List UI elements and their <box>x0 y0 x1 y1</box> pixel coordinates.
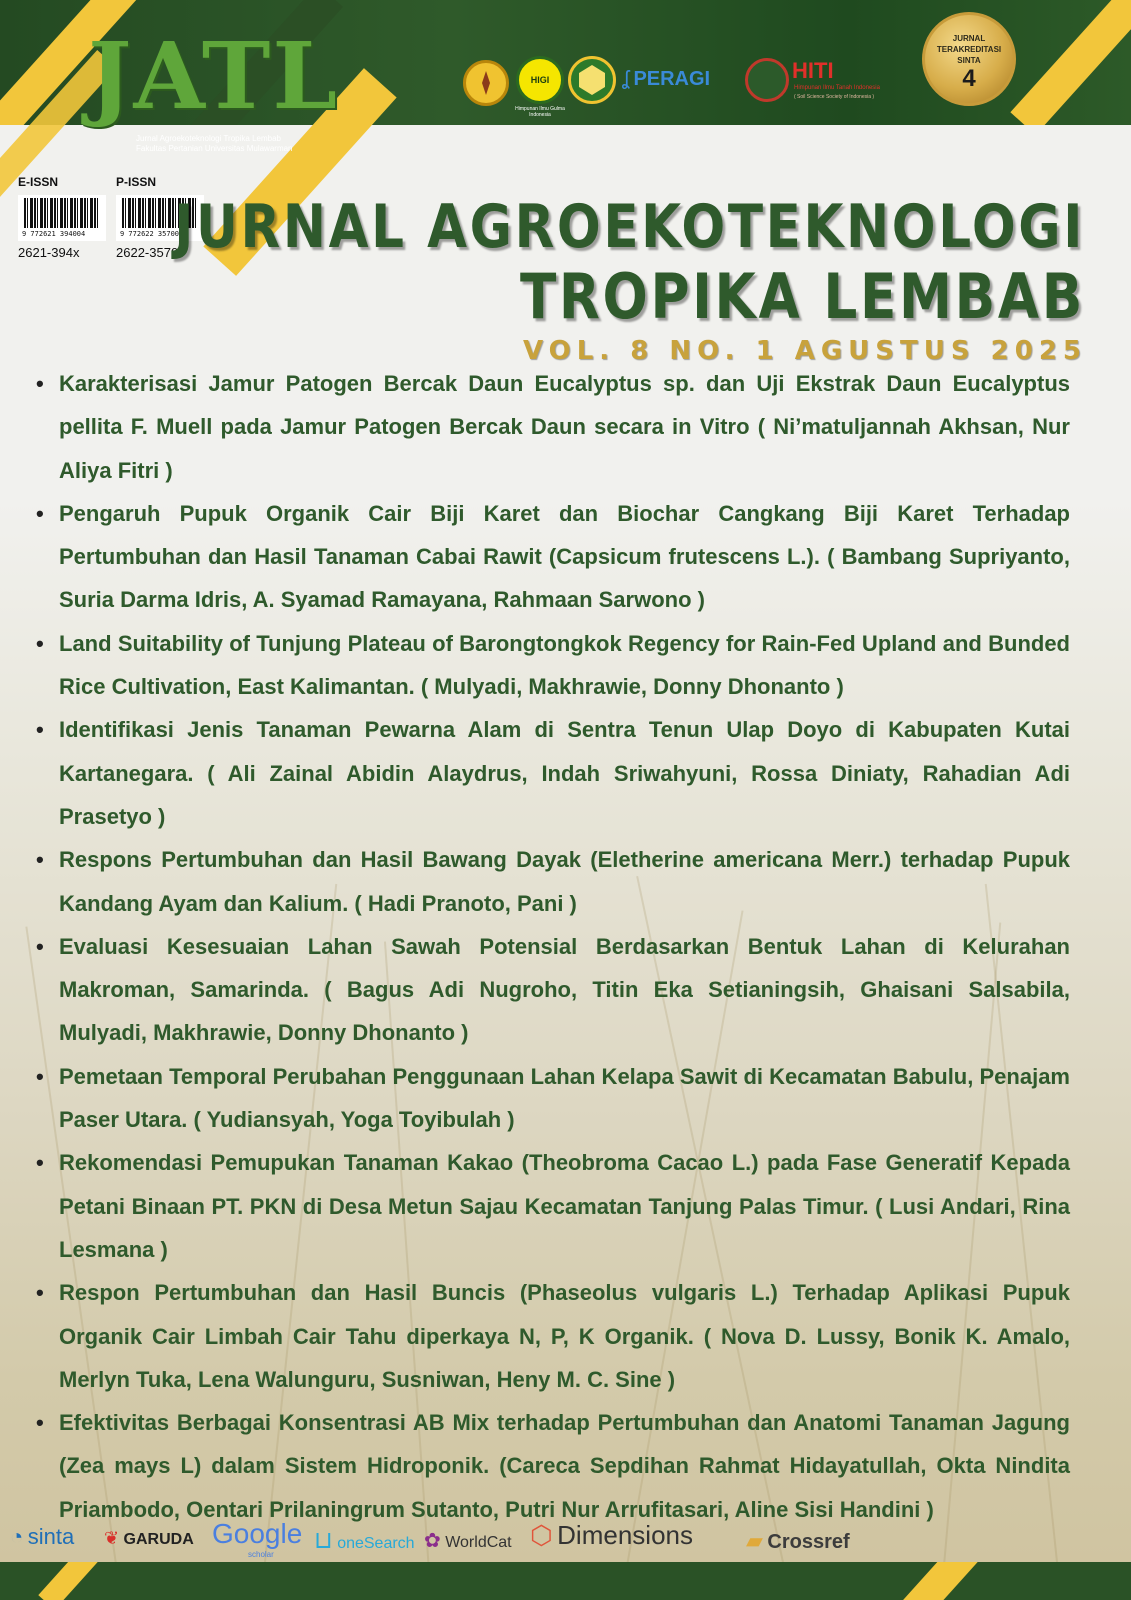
badge-line-3: SINTA <box>957 56 981 65</box>
badge-rank: 4 <box>962 65 976 92</box>
list-item: • Efektivitas Berbagai Konsentrasi AB Mix terhadap Pertumbuhan dan Anatomi Tanaman Jagung (Zea mays L) dalam Sistem Hidroponik. (Careca Sepdihan Rahmat Hidayatullah, Okta Nindita Priambodo, Oentari Prilaningrum Sutanto, Putri Nur Arrufitasari, Aline Sisi Handini ) <box>36 1401 1070 1531</box>
dimensions-label: Dimensions <box>557 1520 693 1550</box>
indexing-footer <box>0 1510 1131 1600</box>
badge-line-2: TERAKREDITASI <box>936 45 1002 54</box>
logo-subtitle: Jurnal Agroekoteknologi Tropika Lembab <box>136 134 281 143</box>
sinta-icon: ◔ <box>10 1524 24 1549</box>
list-item: • Rekomendasi Pemupukan Tanaman Kakao (Theobroma Cacao L.) pada Fase Generatif Kepada Petani Binaan PT. PKN di Desa Metun Sajau Kecamatan Tanjung Palas Timur. ( Lusi Andari, Rina Lesmana ) <box>36 1141 1070 1271</box>
garuda-icon: ❦ <box>104 1528 120 1548</box>
hiti-caption: Himpunan Ilmu Tanah Indonesia <box>794 85 880 91</box>
badge-line-1: JURNAL <box>952 34 986 43</box>
dimensions-icon: ⬡ <box>530 1520 553 1550</box>
hiti-globe-icon <box>745 58 789 102</box>
list-item: • Respons Pertumbuhan dan Hasil Bawang Dayak (Eletherine americana Merr.) terhadap Pupuk Kandang Ayam dan Kalium. ( Hadi Pranoto, Pani ) <box>36 838 1070 925</box>
onesearch-logo <box>314 1526 415 1555</box>
hiti-caption-2: ( Soil Science Society of Indonesia ) <box>794 94 875 100</box>
google-scholar-sub: scholar <box>248 1550 274 1559</box>
garuda-logo <box>104 1528 194 1549</box>
google-scholar-logo <box>212 1518 302 1559</box>
onesearch-icon: ⊔ <box>314 1527 333 1554</box>
list-item: • Evaluasi Kesesuaian Lahan Sawah Potensial Berdasarkan Bentuk Lahan di Kelurahan Makroman, Samarinda. ( Bagus Adi Nugroho, Titin Eka Setianingsih, Ghaisani Salsabila, Mulyadi, Makhrawie, Donny Dhonanto ) <box>36 925 1070 1055</box>
peragi-logo <box>622 68 710 91</box>
ministry-seal-icon <box>463 60 509 106</box>
garuda-label: GARUDA <box>123 1531 194 1548</box>
e-issn-block <box>18 175 108 260</box>
e-issn-barcode <box>18 195 106 241</box>
barcode-bars <box>24 198 100 228</box>
google-label: Google <box>212 1518 303 1549</box>
peragi-icon: ʆ <box>622 68 629 90</box>
e-issn-barcode-digits: 9 772621 394004 <box>22 230 86 238</box>
worldcat-logo <box>424 1528 512 1553</box>
higi-logo-icon <box>516 56 564 104</box>
logo-wordmark: JATL <box>88 22 340 130</box>
sinta-logo <box>10 1524 74 1550</box>
sinta-accreditation-badge <box>922 12 1016 106</box>
p-issn-label: P-ISSN <box>116 175 157 189</box>
journal-title-line-1: JURNAL AGROEKOTEKNOLOGI <box>174 192 1085 262</box>
e-issn-label: E-ISSN <box>18 175 59 189</box>
list-item: • Pemetaan Temporal Perubahan Penggunaan Lahan Kelapa Sawit di Kecamatan Babulu, Penajam Paser Utara. ( Yudiansyah, Yoga Toyibulah ) <box>36 1055 1070 1142</box>
list-item: • Identifikasi Jenis Tanaman Pewarna Alam di Sentra Tenun Ulap Doyo di Kabupaten Kutai Kartanegara. ( Ali Zainal Abidin Alaydrus, Indah Sriwahyuni, Rossa Diniaty, Rahadian Adi Prasetyo ) <box>36 708 1070 838</box>
logo-institution: Fakultas Pertanian Universitas Mulawarman <box>136 144 293 153</box>
journal-logo <box>88 22 340 161</box>
higi-label: HIGI <box>530 75 550 85</box>
volume-issue: VOL. 8 NO. 1 AGUSTUS 2025 <box>522 336 1087 366</box>
hiti-label: HITI <box>792 58 834 83</box>
e-issn-number: 2621-394x <box>18 245 80 260</box>
worldcat-icon: ✿ <box>424 1530 441 1552</box>
article-list <box>36 362 1070 1531</box>
crossref-label: Crossref <box>767 1531 850 1553</box>
crossref-logo <box>746 1528 850 1554</box>
onesearch-label: oneSearch <box>337 1535 415 1552</box>
list-item: • Land Suitability of Tunjung Plateau of Barongtongkok Regency for Rain-Fed Upland and Bunded Rice Cultivation, East Kalimantan. ( Mulyadi, Makhrawie, Donny Dhonanto ) <box>36 622 1070 709</box>
sinta-label: sinta <box>27 1524 75 1549</box>
list-item: • Pengaruh Pupuk Organik Cair Biji Karet dan Biochar Cangkang Biji Karet Terhadap Pertumbuhan dan Hasil Tanaman Cabai Rawit (Capsicum frutescens L.). ( Bambang Supriyanto, Suria Darma Idris, A. Syamad Ramayana, Rahmaan Sarwono ) <box>36 492 1070 622</box>
list-item: • Karakterisasi Jamur Patogen Bercak Daun Eucalyptus sp. dan Uji Ekstrak Daun Eucalyptus pellita F. Muell pada Jamur Patogen Bercak Daun secara in Vitro ( Ni’matuljannah Akhsan, Nur Aliya Fitri ) <box>36 362 1070 492</box>
university-seal-icon <box>568 56 616 104</box>
p-issn-barcode-digits: 9 772622 357008 <box>120 230 184 238</box>
higi-caption: Himpunan Ilmu Gulma Indonesia <box>515 106 565 118</box>
footer-band <box>0 1562 1131 1600</box>
p-issn-number: 2622-3570 <box>116 245 179 260</box>
worldcat-label: WorldCat <box>445 1534 512 1551</box>
peragi-label: PERAGI <box>633 68 711 90</box>
list-item: • Respon Pertumbuhan dan Hasil Buncis (Phaseolus vulgaris L.) Terhadap Aplikasi Pupuk Organik Cair Limbah Cair Tahu diperkaya N, P, K Organik. ( Nova D. Lussy, Bonik K. Amalo, Merlyn Tuka, Lena Walunguru, Susniwan, Heny M. C. Sine ) <box>36 1271 1070 1401</box>
dimensions-logo <box>530 1520 693 1551</box>
journal-title-line-2: TROPIKA LEMBAB <box>520 260 1085 333</box>
crossref-icon: ▰ <box>746 1528 763 1553</box>
